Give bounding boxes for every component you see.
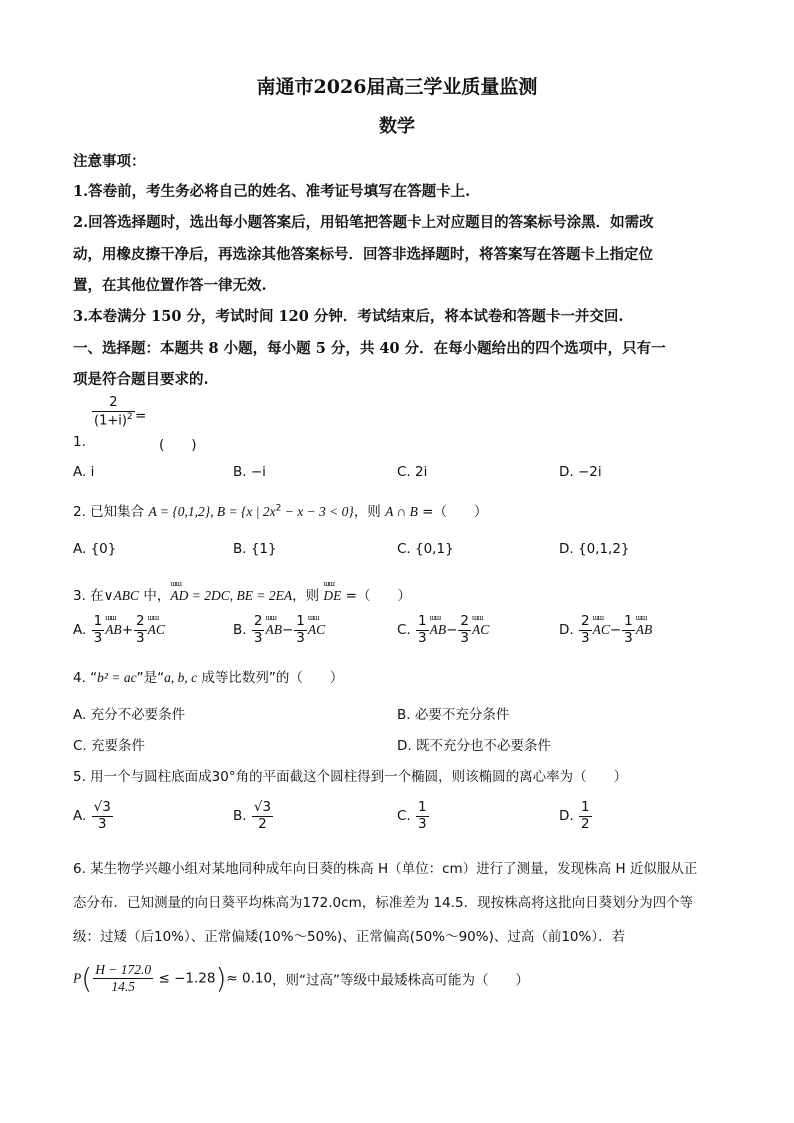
fraction-denominator: 2 xyxy=(580,815,590,832)
question-4 xyxy=(73,666,343,686)
question-2-lead: 2. 已知集合 xyxy=(73,504,149,520)
option-label: B. xyxy=(233,622,247,639)
question-1-fraction xyxy=(92,396,135,429)
coef-den: 3 xyxy=(418,629,427,646)
coef-num: 1 xyxy=(296,613,305,629)
fraction-numerator: √3 xyxy=(93,799,111,815)
coef-den: 3 xyxy=(93,629,103,646)
question-3-target-vector: ɯɯ DE xyxy=(323,588,341,604)
fraction-numerator: 1 xyxy=(418,799,427,815)
approximation: ≈ 0.10 xyxy=(226,970,273,987)
fraction-denominator: (1+i) xyxy=(94,413,127,429)
vector-1: ɯɯ AC xyxy=(593,622,610,638)
option-label: C. xyxy=(397,808,411,825)
operator: − xyxy=(609,622,622,639)
standardized-fraction xyxy=(93,962,153,994)
fraction-numerator: 2 xyxy=(92,396,135,412)
option-label: B. xyxy=(233,808,247,825)
notice-line-2b: 动，用橡皮擦干净后，再选涂其他答案标号．回答非选择题时，将答案写在答题卡上指定位 xyxy=(73,246,653,263)
question-3-option-d[interactable] xyxy=(559,614,652,646)
question-3-mid: 中， xyxy=(139,588,171,604)
coef-2 xyxy=(134,614,147,646)
option-fraction xyxy=(252,800,273,832)
question-3-triangle: ∨ABC xyxy=(103,588,140,603)
fraction-numerator: √3 xyxy=(253,799,272,815)
section-heading-line-1: 一、选择题：本题共 8 小题，每小题 5 分，共 40 分．在每小题给出的四个选项中，只有一 xyxy=(73,340,666,357)
section-heading-line-2: 项是符合题目要求的. xyxy=(73,371,209,388)
question-5: 5. 用一个与圆柱底面成30°角的平面截这个圆柱得到一个椭圆，则该椭圆的离心率为（ ） xyxy=(73,769,628,785)
question-3 xyxy=(73,584,411,604)
option-label: D. xyxy=(559,622,574,639)
option-label: A. xyxy=(73,622,87,639)
page-subtitle: 数学 xyxy=(379,116,415,137)
vector-1: ɯɯ AB xyxy=(265,622,282,638)
right-paren: ) xyxy=(215,962,227,995)
page-title: 南通市2026届高三学业质量监测 xyxy=(256,76,538,98)
option-fraction xyxy=(416,800,429,832)
option-label: D. xyxy=(559,808,574,825)
question-4-tail: 成等比数列”的（ ） xyxy=(197,670,344,686)
question-6-line-2: 态分布．已知测量的向日葵平均株高为172.0cm，标准差为 14.5．现按株高将这批向日葵划分为四个等 xyxy=(73,895,694,911)
vector-2: ɯɯ AB xyxy=(636,622,653,638)
fraction-denominator: 14.5 xyxy=(111,979,135,994)
question-3-lead: 3. 在 xyxy=(73,588,104,604)
fraction-denominator: 3 xyxy=(97,815,107,832)
coef-1 xyxy=(416,614,429,646)
question-5-option-c[interactable] xyxy=(397,800,430,832)
question-2-option-c[interactable]: C. {0,1} xyxy=(397,541,454,557)
fraction-denominator: 2 xyxy=(258,815,267,832)
notice-heading: 注意事项： xyxy=(73,153,146,170)
question-1-number: 1. xyxy=(73,434,86,450)
operator: − xyxy=(281,622,294,639)
coef-num: 1 xyxy=(93,613,103,629)
coef-num: 2 xyxy=(136,613,145,629)
coef-den: 3 xyxy=(296,629,305,646)
equals-sign: = xyxy=(135,408,147,424)
fraction-denominator: 3 xyxy=(418,815,427,832)
coef-2 xyxy=(294,614,307,646)
coef-2 xyxy=(622,614,635,646)
coef-den: 3 xyxy=(460,629,470,646)
question-3-option-a[interactable] xyxy=(73,614,165,646)
question-4-expr: b² = ac xyxy=(97,670,137,685)
question-3-mid-2: ，则 xyxy=(292,588,324,604)
option-label: A. xyxy=(73,808,87,825)
question-4-vars: a, b, c xyxy=(164,670,198,685)
question-6-tail: ，则“过高”等级中最矮株高可能为（ ） xyxy=(272,972,530,989)
question-3-tail: =（ ） xyxy=(341,588,411,604)
question-3-option-c[interactable] xyxy=(397,614,489,646)
notice-line-3: 3.本卷满分 150 分，考试时间 120 分钟．考试结束后，将本试卷和答题卡一并交回. xyxy=(73,308,624,325)
coef-1 xyxy=(92,614,105,646)
question-2-option-d[interactable]: D. {0,1,2} xyxy=(559,541,630,557)
question-2-tail: =（ ） xyxy=(417,504,488,520)
question-2-set-a: A = {0,1,2}, B = {x | 2x xyxy=(148,504,276,519)
coef-num: 2 xyxy=(460,613,470,629)
vector-1: ɯɯ AB xyxy=(105,622,122,638)
question-2-set-b: − x − 3 < 0} xyxy=(281,504,354,519)
question-3-option-b[interactable] xyxy=(233,614,325,646)
question-4-option-c[interactable]: C. 充要条件 xyxy=(73,738,146,754)
question-2-mid: ，则 xyxy=(353,504,386,520)
question-1-option-b[interactable]: B. −i xyxy=(233,464,266,480)
question-1-option-a[interactable]: A. i xyxy=(73,464,95,480)
question-5-option-a[interactable] xyxy=(73,800,114,832)
exponent: 2 xyxy=(126,411,133,422)
coef-2 xyxy=(458,614,471,646)
coef-den: 3 xyxy=(580,629,590,646)
question-2-option-b[interactable]: B. {1} xyxy=(233,541,277,557)
inequality: ≤ −1.28 xyxy=(154,970,216,987)
option-label: C. xyxy=(397,622,411,639)
probability-symbol: P xyxy=(73,970,82,986)
question-6-line-1: 6. 某生物学兴趣小组对某地同种成年向日葵的株高 H（单位：cm）进行了测量，发现株高 H 近似服从正 xyxy=(73,861,698,877)
question-4-option-a[interactable]: A. 充分不必要条件 xyxy=(73,707,186,723)
left-paren: ( xyxy=(81,962,93,995)
coef-1 xyxy=(252,614,265,646)
vector-2: ɯɯ AC xyxy=(308,622,325,638)
question-2-option-a[interactable]: A. {0} xyxy=(73,541,117,557)
question-2-exponent: 2 xyxy=(275,503,282,514)
coef-num: 1 xyxy=(418,613,427,629)
vector-2: ɯɯ AC xyxy=(472,622,489,638)
question-4-mid: ”是“ xyxy=(136,670,165,686)
operator: − xyxy=(446,622,458,639)
question-4-option-d[interactable]: D. 既不充分也不必要条件 xyxy=(397,738,551,754)
operator: + xyxy=(121,622,133,639)
question-6-line-4 xyxy=(73,962,529,995)
option-fraction xyxy=(579,800,592,832)
notice-line-2a: 2.回答选择题时，选出每小题答案后，用铅笔把答题卡上对应题目的答案标号涂黑．如需改 xyxy=(73,214,654,231)
question-5-option-b[interactable] xyxy=(233,800,274,832)
fraction-numerator: 1 xyxy=(580,799,590,815)
fraction-numerator: H − 172.0 xyxy=(95,962,152,978)
question-3-condition: ɯɯ AD = 2DC, BE = 2EA xyxy=(170,588,292,604)
question-6-line-3: 级：过矮（后10%）、正常偏矮(10%～50%)、正常偏高(50%～90%)、过高（前10%）．若 xyxy=(73,929,626,945)
vector-2: ɯɯ AC xyxy=(148,622,165,638)
coef-num: 2 xyxy=(253,613,263,629)
question-4-lead: 4. “ xyxy=(73,670,98,686)
notice-line-2c: 置，在其他位置作答一律无效. xyxy=(73,277,267,294)
question-1-option-d[interactable]: D. −2i xyxy=(559,464,602,480)
answer-parentheses: ( ) xyxy=(159,437,197,453)
question-2 xyxy=(73,500,487,520)
question-1-option-c[interactable]: C. 2i xyxy=(397,464,428,480)
option-fraction xyxy=(92,800,113,832)
question-4-option-b[interactable]: B. 必要不充分条件 xyxy=(397,707,510,723)
coef-den: 3 xyxy=(136,629,145,646)
coef-den: 3 xyxy=(253,629,263,646)
vector-1: ɯɯ AB xyxy=(430,622,447,638)
coef-num: 2 xyxy=(580,613,590,629)
notice-line-1: 1.答卷前，考生务必将自己的姓名、准考证号填写在答题卡上. xyxy=(73,183,471,200)
coef-den: 3 xyxy=(624,629,633,646)
coef-num: 1 xyxy=(624,613,633,629)
question-5-option-d[interactable] xyxy=(559,800,593,832)
question-2-expr: A ∩ B xyxy=(385,504,418,519)
coef-1 xyxy=(579,614,592,646)
